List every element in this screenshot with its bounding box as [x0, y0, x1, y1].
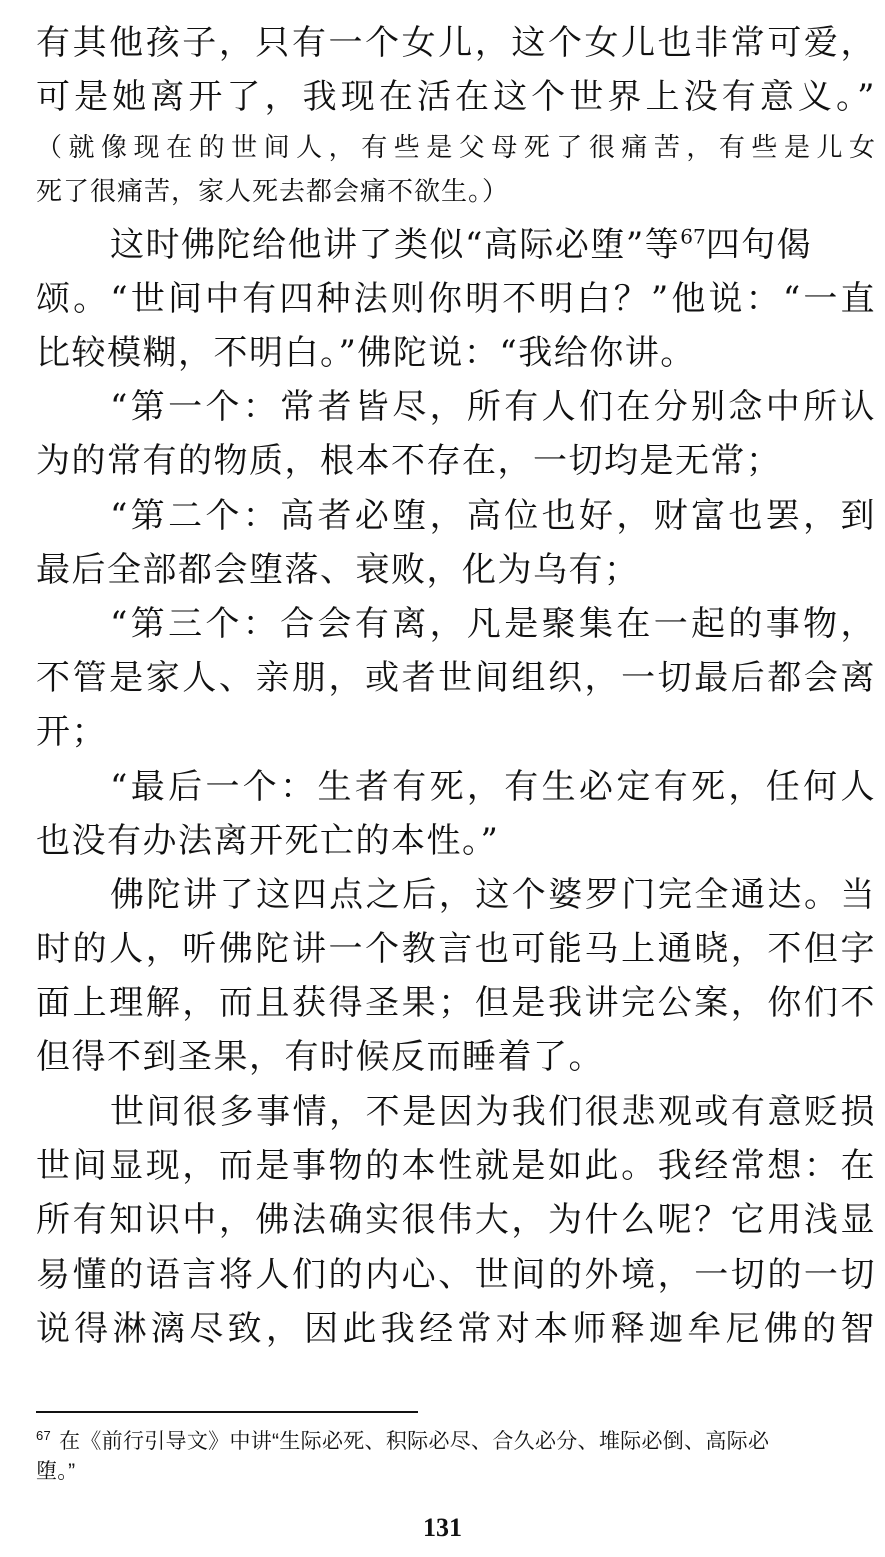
- footnote-number: 67: [36, 1428, 52, 1443]
- footnote: [36, 1427, 876, 1457]
- body-line: 世间显现，而是事物的本性就是如此。我经常想：在: [36, 1146, 876, 1186]
- body-line: 佛陀讲了这四点之后，这个婆罗门完全通达。当: [110, 875, 876, 915]
- footnote-reference[interactable]: 67: [680, 224, 706, 249]
- body-line: 但得不到圣果，有时候反而睡着了。: [36, 1037, 604, 1077]
- body-line: 不管是家人、亲朋，或者世间组织，一切最后都会离: [36, 658, 876, 698]
- footnote-text: 在《前行引导文》中讲“生际必死、积际必尽、合久必分、堆际必倒、高际必: [59, 1430, 770, 1453]
- body-line: “第三个：合会有离，凡是聚集在一起的事物，: [110, 604, 876, 644]
- body-line: 也没有办法离开死亡的本性。”: [36, 821, 500, 861]
- body-line: 易懂的语言将人们的内心、世间的外境，一切的一切: [36, 1255, 876, 1295]
- body-line: 最后全部都会堕落、衰败，化为乌有；: [36, 550, 640, 590]
- body-line: 开；: [36, 712, 107, 752]
- body-line: 颂。“世间中有四种法则你明不明白？”他说：“一直: [36, 279, 876, 319]
- body-line: “第一个：常者皆尽，所有人们在分别念中所认: [110, 387, 876, 427]
- body-line: 为的常有的物质，根本不存在，一切均是无常；: [36, 441, 782, 481]
- parenthetical-line: 死了很痛苦，家人死去都会痛不欲生。）: [36, 177, 510, 207]
- body-line: “最后一个：生者有死，有生必定有死，任何人: [110, 767, 876, 807]
- body-line: 可是她离开了，我现在活在这个世界上没有意义。”: [36, 77, 876, 117]
- footnote-text-continued: 堕。”: [36, 1460, 76, 1483]
- body-line: 有其他孩子，只有一个女儿，这个女儿也非常可爱，: [36, 23, 876, 63]
- body-line: 说得淋漓尽致，因此我经常对本师释迦牟尼佛的智: [36, 1309, 876, 1349]
- body-line: 所有知识中，佛法确实很伟大，为什么呢？它用浅显: [36, 1200, 876, 1240]
- body-line: [110, 218, 876, 272]
- page-number: 131: [423, 1513, 462, 1542]
- footnote-divider: [36, 1411, 418, 1413]
- body-line: 时的人，听佛陀讲一个教言也可能马上通晓，不但字: [36, 929, 876, 969]
- body-text: 四句偈: [705, 225, 813, 265]
- body-line: 世间很多事情，不是因为我们很悲观或有意贬损: [110, 1092, 876, 1132]
- body-line: 面上理解，而且获得圣果；但是我讲完公案，你们不: [36, 983, 876, 1023]
- body-text: 这时佛陀给他讲了类似“高际必堕”等: [110, 225, 681, 265]
- body-line: “第二个：高者必堕，高位也好，财富也罢，到: [110, 496, 876, 536]
- parenthetical-line: （就像现在的世间人，有些是父母死了很痛苦，有些是儿女: [36, 133, 876, 163]
- body-line: 比较模糊，不明白。”佛陀说：“我给你讲。: [36, 333, 696, 373]
